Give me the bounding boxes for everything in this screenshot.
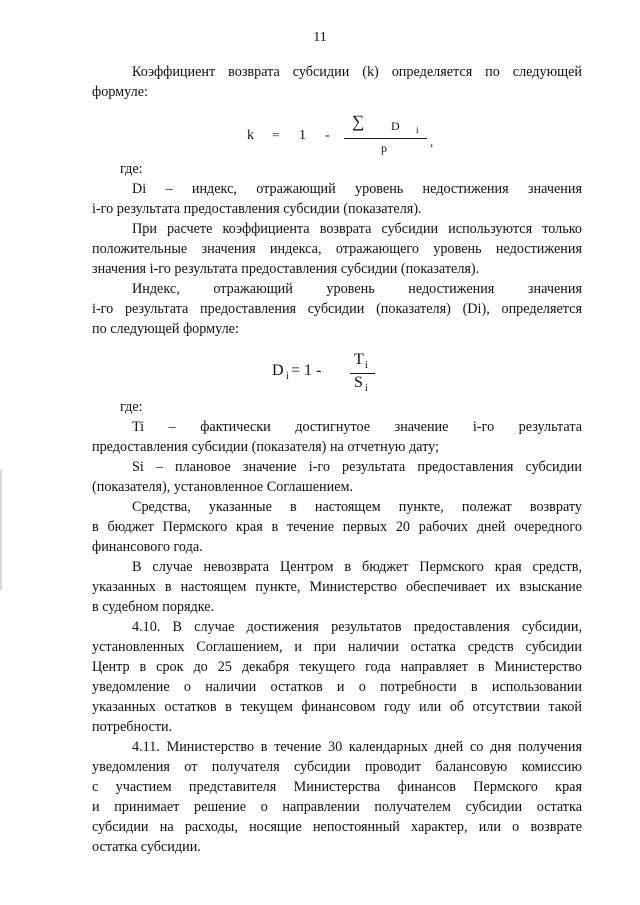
formula-d-rhs: = 1 - <box>291 362 322 379</box>
text-line: i-го результата предоставления субсидии (показателя) (Di), определяется <box>92 301 582 317</box>
text-line: В случае невозврата Центром в бюджет Пермского края средств, <box>132 559 582 575</box>
text-line: Ti – фактически достигнутое значение i-го результата <box>132 419 582 435</box>
text-line: (показателя), установленное Соглашением. <box>92 479 354 495</box>
text-line: Средства, указанные в настоящем пункте, полежат возврату <box>132 499 582 515</box>
text-line: Di – индекс, отражающий уровень недостижения значения <box>132 181 582 197</box>
text-line: Коэффициент возврата субсидии (k) определяется по следующей <box>132 64 582 80</box>
text-line: 4.10. В случае достижения результатов предоставления субсидии, <box>132 619 582 635</box>
text-line: Центр в срок до 25 декабря текущего года направляет в Министерство <box>92 659 582 675</box>
text-line: указанных в настоящем пункте, Министерство обеспечивает их взыскание <box>92 579 582 595</box>
formula-k-d: D <box>391 119 400 133</box>
text-line: Si – плановое значение i-го результата предоставления субсидии <box>132 459 582 475</box>
text-line: где: <box>120 161 143 177</box>
formula-k-eq: = <box>272 127 280 142</box>
text-line: с участием представителя Министерства финансов Пермского края <box>92 779 582 795</box>
text-line: потребности. <box>92 719 173 735</box>
text-line: в бюджет Пермского края в течение первых 20 рабочих дней очередного <box>92 519 582 535</box>
text-line: указанных остатков в текущем финансовом году или об отсутствии такой <box>92 699 582 715</box>
text-line: предоставления субсидии (показателя) на отчетную дату; <box>92 439 439 455</box>
text-line: и принимает решение о направлении получателем субсидии остатка <box>92 799 582 815</box>
formula-k-minus: - <box>325 128 330 143</box>
text-line: 4.11. Министерство в течение 30 календарных дней со дня получения <box>132 739 582 755</box>
formula-d-num-sub: i <box>365 360 368 371</box>
formula-k-d-sub: i <box>416 125 419 135</box>
text-line: уведомления от получателя субсидии проводит балансовую комиссию <box>92 759 582 775</box>
text-line: уведомление о наличии остатков и о потребности в использовании <box>92 679 582 695</box>
formula-k-sum: ∑ <box>352 112 365 131</box>
formula-d-lhs-sub: i <box>286 371 289 382</box>
page-number: 11 <box>313 30 327 45</box>
scan-edge-mark <box>0 470 2 590</box>
formula-d-den-sub: i <box>365 383 368 394</box>
formula-k-fraction-bar <box>344 138 427 139</box>
formula-k-comma: , <box>430 134 434 149</box>
text-line: финансового года. <box>92 539 203 555</box>
text-line: по следующей формуле: <box>92 321 239 337</box>
text-line: субсидии на расходы, носящие непостоянный характер, или о возврате <box>92 819 582 835</box>
text-line: остатка субсидии. <box>92 839 201 855</box>
text-line: Индекс, отражающий уровень недостижения значения <box>132 281 582 297</box>
text-line: в судебном порядке. <box>92 599 215 615</box>
text-line: i-го результата предоставления субсидии (показателя). <box>92 201 422 217</box>
formula-k-denominator: p <box>381 141 387 155</box>
formula-k-lhs: k <box>247 128 254 143</box>
text-line: где: <box>120 399 143 415</box>
formula-d-den: S <box>354 374 363 391</box>
formula-k-one: 1 <box>299 128 306 143</box>
text-line: формуле: <box>92 84 148 100</box>
text-line: При расчете коэффициента возврата субсидии используются только <box>132 221 582 237</box>
formula-d-num: T <box>354 351 364 368</box>
formula-d-lhs: D <box>272 362 284 379</box>
text-line: положительные значения индекса, отражающего уровень недостижения <box>92 241 582 257</box>
text-line: значения i-го результата предоставления субсидии (показателя). <box>92 261 480 277</box>
text-line: установленных Соглашением, и при наличии остатка средств субсидии <box>92 639 582 655</box>
